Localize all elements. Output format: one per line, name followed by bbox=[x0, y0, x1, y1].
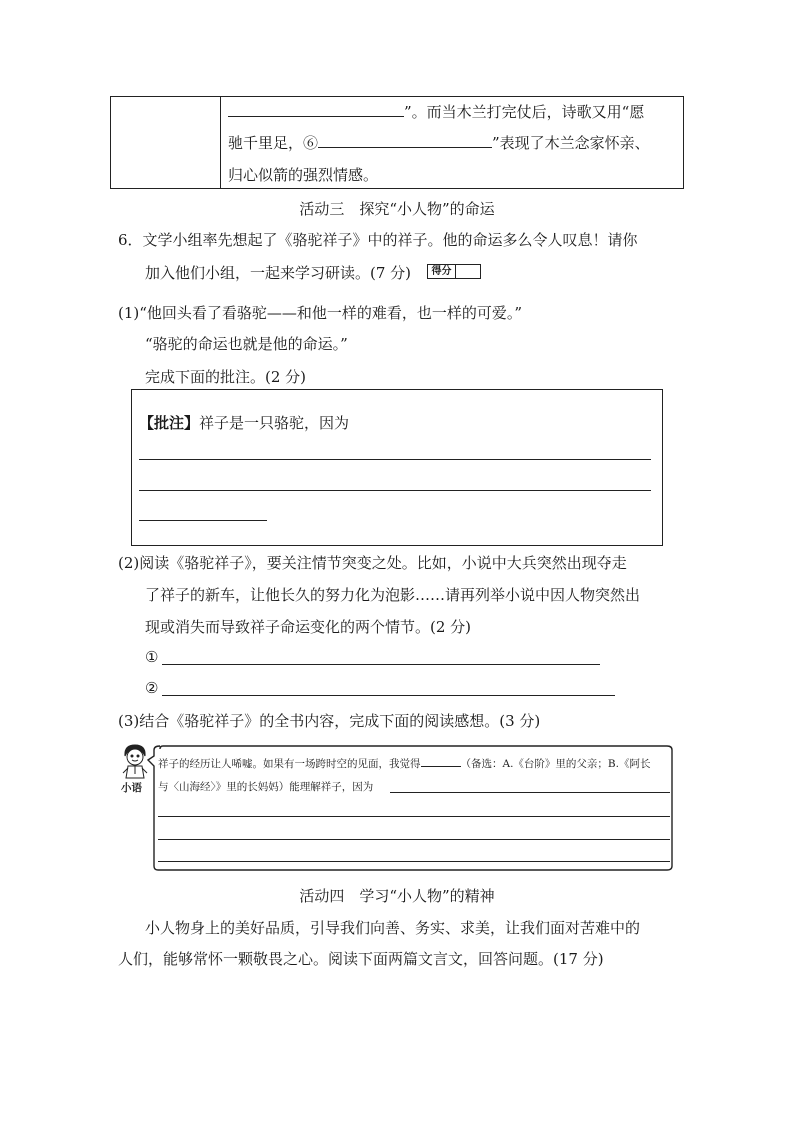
part2-answer-line-2[interactable] bbox=[162, 695, 615, 696]
bubble-line-1 bbox=[158, 756, 650, 771]
q6-line-2 bbox=[145, 262, 411, 283]
part2-item-2: ② bbox=[145, 679, 159, 697]
part2-line-3: 现或消失而导致祥子命运变化的两个情节。(2 分) bbox=[145, 618, 472, 636]
table-line-2 bbox=[228, 132, 650, 153]
annotation-answer-line-2[interactable] bbox=[139, 490, 651, 491]
annotation-answer-line-1[interactable] bbox=[139, 459, 651, 460]
answer-blank-6[interactable] bbox=[318, 132, 492, 148]
part1-quote-2: “骆驼的命运也就是他的命运。” bbox=[145, 335, 348, 353]
part2-line-1: (2)阅读《骆驼祥子》，要关注情节突变之处。比如，小说中大兵突然出现夺走 bbox=[118, 554, 627, 572]
activity4-title: 活动四 学习“小人物”的精神 bbox=[299, 887, 495, 905]
part2-line-2: 了祥子的新车，让他长久的努力化为泡影……请再列举小说中因人物突然出 bbox=[145, 586, 641, 604]
q6-line-2-text: 加入他们小组，一起来学习研读。(7 分) bbox=[145, 264, 412, 282]
xiaoyu-label: 小语 bbox=[121, 782, 142, 794]
activity3-title: 活动三 探究“小人物”的命运 bbox=[299, 200, 495, 218]
bubble-line-2 bbox=[158, 779, 373, 794]
bubble-choice-blank[interactable] bbox=[421, 756, 461, 767]
bubble-answer-line-0[interactable] bbox=[390, 792, 670, 793]
table-left-cell bbox=[111, 97, 221, 188]
bubble-line-1-prefix: 祥子的经历让人唏嘘。如果有一场跨时空的见面，我觉得 bbox=[158, 758, 421, 770]
part3-line: (3)结合《骆驼祥子》的全书内容，完成下面的阅读感想。(3 分) bbox=[118, 712, 541, 730]
part2-item-1: ① bbox=[145, 648, 159, 666]
part1-instruction: 完成下面的批注。(2 分) bbox=[145, 368, 307, 386]
annotation-text: 祥子是一只骆驼，因为 bbox=[199, 414, 350, 432]
table-line-1 bbox=[228, 101, 644, 122]
answer-blank-5[interactable] bbox=[228, 101, 404, 117]
q6-line-1: 6．文学小组率先想起了《骆驼祥子》中的祥子。他的命运多么令人叹息！请你 bbox=[118, 231, 638, 249]
part1-quote-1: (1)“他回头看了看骆驼——和他一样的难看，也一样的可爱。” bbox=[118, 304, 523, 322]
bubble-answer-line-1[interactable] bbox=[158, 816, 670, 817]
annotation-tag: 【批注】 bbox=[139, 414, 200, 432]
table-line-2-suffix: ”表现了木兰念家怀亲、 bbox=[492, 134, 650, 152]
table-line-2-prefix: 驰千里足，⑥ bbox=[228, 134, 319, 152]
bubble-answer-line-3[interactable] bbox=[158, 861, 670, 862]
activity4-paragraph-line-2: 人们，能够常怀一颗敬畏之心。阅读下面两篇文言文，回答问题。(17 分) bbox=[118, 950, 604, 968]
annotation-answer-line-3[interactable] bbox=[139, 520, 267, 521]
activity4-paragraph-line-1: 小人物身上的美好品质，引导我们向善、务实、求美，让我们面对苦难中的 bbox=[145, 919, 641, 937]
bubble-answer-line-2[interactable] bbox=[158, 839, 670, 840]
score-box[interactable] bbox=[427, 264, 481, 279]
bubble-line-1-suffix: （备选：A.《台阶》里的父亲；B.《阿长 bbox=[460, 758, 651, 770]
annotation-heading bbox=[139, 412, 349, 433]
part2-answer-line-1[interactable] bbox=[162, 664, 600, 665]
table-line-3: 归心似箭的强烈情感。 bbox=[228, 166, 379, 184]
bubble-line-2-prefix: 与〈山海经〉》里的长妈妈）能理解祥子，因为 bbox=[158, 781, 374, 793]
score-label: 得分 bbox=[428, 265, 456, 278]
table-line-1-text: ”。而当木兰打完仗后，诗歌又用“愿 bbox=[404, 103, 645, 121]
